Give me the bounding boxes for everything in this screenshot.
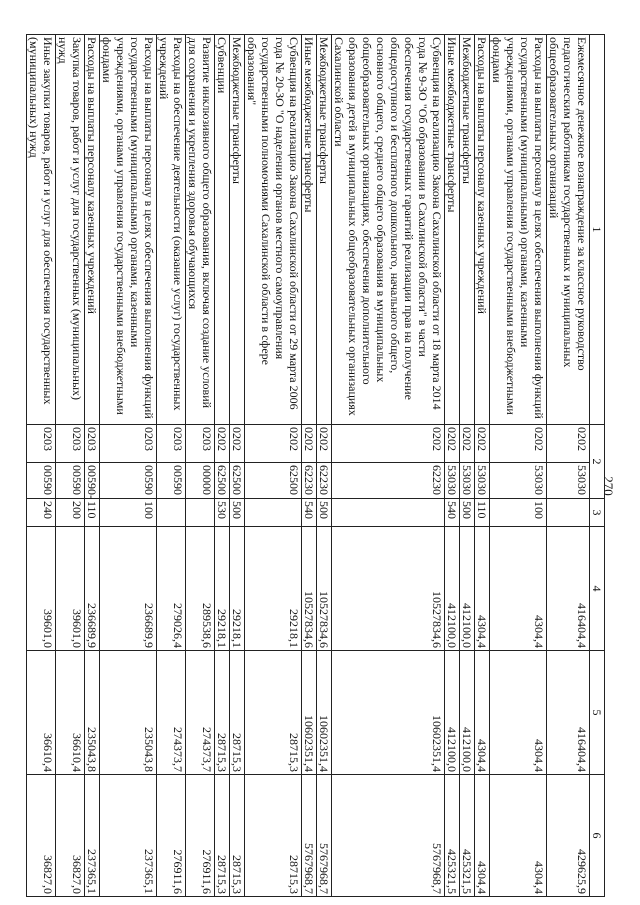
row-amount-col5: 10602351,4 (302, 651, 317, 775)
table-row (100, 35, 157, 897)
row-name: Закупка товаров, работ и услуг для государственных (муниципальных) нужд (56, 35, 85, 425)
row-amount-col5: 412100,0 (445, 651, 460, 775)
row-amount-col5: 274373,7 (186, 651, 215, 775)
table-row (332, 35, 445, 897)
row-amount-col6: 276911,6 (186, 775, 215, 897)
row-target-code: 62230 (317, 463, 332, 499)
row-name: Развитие инклюзивного общего образования, включая создание условий для сохранения и укрепления здоровья обучающихся (186, 35, 215, 425)
row-amount-col5: 36610,4 (56, 651, 85, 775)
row-amount-col4: 4304,4 (475, 527, 490, 651)
row-expense-type: 110 (85, 499, 100, 527)
row-expense-type (157, 499, 186, 527)
row-name: Ежемесячное денежное вознаграждение за классное руководство педагогическим работникам государственных и муниципальных общеобразовательных организаций (547, 35, 590, 425)
row-amount-col4: 412100,0 (445, 527, 460, 651)
row-name: Расходы на выплаты персоналу в целях обеспечения выполнения функций государственными (муниципальными) органами, казенными учреждениями, органами управления государственными внебюджетными фондами (100, 35, 157, 425)
budget-table-container (27, 34, 605, 896)
row-name: Расходы на обеспечение деятельности (оказание услуг) государственных учреждений (157, 35, 186, 425)
row-amount-col4: 29218,1 (245, 527, 302, 651)
table-row (27, 35, 56, 897)
row-name: Иные межбюджетные трансферты (302, 35, 317, 425)
row-amount-col5: 10602351,4 (332, 651, 445, 775)
row-target-code: 00590- (85, 463, 100, 499)
row-amount-col6: 28715,3 (230, 775, 245, 897)
row-target-code: 53030 (445, 463, 460, 499)
row-amount-col4: 39601,0 (27, 527, 56, 651)
row-amount-col4: 29218,1 (215, 527, 230, 651)
row-target-code: 62500 (245, 463, 302, 499)
row-section-code: 0202 (445, 425, 460, 463)
row-section-code: 0203 (100, 425, 157, 463)
table-row (56, 35, 85, 897)
row-expense-type: 540 (445, 499, 460, 527)
row-amount-col4: 412100,0 (460, 527, 475, 651)
header-col-6: 6 (590, 775, 605, 897)
table-row (186, 35, 215, 897)
row-expense-type: 500 (460, 499, 475, 527)
table-row (490, 35, 547, 897)
row-name: Расходы на выплаты персоналу казенных учреждений (475, 35, 490, 425)
row-amount-col6: 237365,1 (100, 775, 157, 897)
row-amount-col4: 279026,4 (157, 527, 186, 651)
budget-table-body (27, 35, 605, 897)
row-target-code: 62500 (215, 463, 230, 499)
row-name: Расходы на выплаты персоналу казенных учреждений (85, 35, 100, 425)
table-row (460, 35, 475, 897)
row-name: Межбюджетные трансферты (460, 35, 475, 425)
header-col-5: 5 (590, 651, 605, 775)
table-row (215, 35, 230, 897)
row-name: Иные закупки товаров, работ и услуг для обеспечения государственных (муниципальных) нужд (27, 35, 56, 425)
row-target-code: 62500 (230, 463, 245, 499)
header-col-3: 3 (590, 499, 605, 527)
row-section-code: 0202 (460, 425, 475, 463)
row-amount-col5: 235043,8 (100, 651, 157, 775)
row-amount-col5: 416404,4 (547, 651, 590, 775)
row-amount-col4: 4304,4 (490, 527, 547, 651)
row-amount-col6: 425321,5 (445, 775, 460, 897)
row-section-code: 0202 (230, 425, 245, 463)
row-name: Субвенция на реализацию Закона Сахалинской области от 29 марта 2006 года № 20-ЗО "О наделении органов местного самоуправления государственными полномочиями Сахалинской области в сфере образования" (245, 35, 302, 425)
table-row (157, 35, 186, 897)
page-number: 270 (601, 476, 616, 496)
row-target-code: 00000 (186, 463, 215, 499)
row-amount-col6: 5767968,7 (332, 775, 445, 897)
row-amount-col4: 10527834,6 (332, 527, 445, 651)
row-amount-col6: 36827,0 (56, 775, 85, 897)
row-section-code: 0202 (245, 425, 302, 463)
row-amount-col6: 28715,3 (215, 775, 230, 897)
row-amount-col6: 5767968,7 (317, 775, 332, 897)
row-expense-type: 100 (100, 499, 157, 527)
row-section-code: 0202 (317, 425, 332, 463)
header-col-2: 2 (590, 425, 605, 499)
row-section-code: 0202 (215, 425, 230, 463)
row-section-code: 0202 (547, 425, 590, 463)
row-amount-col4: 236689,9 (85, 527, 100, 651)
row-name: Субвенции (215, 35, 230, 425)
row-section-code: 0202 (490, 425, 547, 463)
row-amount-col4: 236689,9 (100, 527, 157, 651)
row-amount-col4: 10527834,6 (317, 527, 332, 651)
row-expense-type (332, 499, 445, 527)
row-section-code: 0202 (332, 425, 445, 463)
row-target-code: 00590 (100, 463, 157, 499)
row-target-code: 62230 (302, 463, 317, 499)
row-target-code: 62230 (332, 463, 445, 499)
row-section-code: 0203 (157, 425, 186, 463)
header-col-1: 1 (590, 35, 605, 425)
row-expense-type: 100 (490, 499, 547, 527)
row-name: Субвенция на реализацию Закона Сахалинской области от 18 марта 2014 года № 9-ЗО "Об образовании в Сахалинской области" в части обеспечения государственных гарантий реализации прав на получение общедоступного и бесплатного дошкольного, начального общего, основного общего, среднего общего образования в муниципальных общеобразовательных организациях, обеспечения дополнительного образования детей в муниципальных общеобразовательных организациях Сахалинской области (332, 35, 445, 425)
row-amount-col4: 289538,6 (186, 527, 215, 651)
header-col-4: 4 (590, 527, 605, 651)
row-section-code: 0203 (85, 425, 100, 463)
row-amount-col5: 412100,0 (460, 651, 475, 775)
row-target-code: 53030 (475, 463, 490, 499)
row-amount-col6: 276911,6 (157, 775, 186, 897)
table-row (245, 35, 302, 897)
row-expense-type (245, 499, 302, 527)
row-expense-type (547, 499, 590, 527)
row-amount-col5: 36610,4 (27, 651, 56, 775)
row-amount-col5: 28715,3 (215, 651, 230, 775)
row-amount-col5: 274373,7 (157, 651, 186, 775)
row-expense-type: 500 (230, 499, 245, 527)
row-name: Межбюджетные трансферты (317, 35, 332, 425)
row-amount-col5: 235043,8 (85, 651, 100, 775)
row-amount-col5: 10602351,4 (317, 651, 332, 775)
row-target-code: 53030 (460, 463, 475, 499)
row-section-code: 0202 (475, 425, 490, 463)
row-amount-col5: 4304,4 (490, 651, 547, 775)
row-amount-col6: 425321,5 (460, 775, 475, 897)
row-amount-col5: 4304,4 (475, 651, 490, 775)
row-amount-col6: 36827,0 (27, 775, 56, 897)
row-target-code: 00590 (56, 463, 85, 499)
table-row (230, 35, 245, 897)
budget-table-rotated (27, 34, 605, 896)
row-expense-type: 530 (215, 499, 230, 527)
row-amount-col4: 39601,0 (56, 527, 85, 651)
row-target-code: 00590 (157, 463, 186, 499)
table-row (445, 35, 460, 897)
row-amount-col6: 429625,9 (547, 775, 590, 897)
row-section-code: 0203 (27, 425, 56, 463)
row-target-code: 53030 (490, 463, 547, 499)
row-amount-col4: 10527834,6 (302, 527, 317, 651)
row-amount-col4: 416404,4 (547, 527, 590, 651)
table-row (302, 35, 317, 897)
row-amount-col6: 28715,3 (245, 775, 302, 897)
row-amount-col4: 29218,1 (230, 527, 245, 651)
row-expense-type (186, 499, 215, 527)
row-section-code: 0203 (56, 425, 85, 463)
row-section-code: 0203 (186, 425, 215, 463)
row-expense-type: 500 (317, 499, 332, 527)
row-amount-col5: 28715,3 (245, 651, 302, 775)
table-row (85, 35, 100, 897)
table-row (317, 35, 332, 897)
row-name: Межбюджетные трансферты (230, 35, 245, 425)
row-name: Иные межбюджетные трансферты (445, 35, 460, 425)
row-expense-type: 240 (27, 499, 56, 527)
row-expense-type: 540 (302, 499, 317, 527)
table-row (475, 35, 490, 897)
row-amount-col6: 4304,4 (490, 775, 547, 897)
budget-table (26, 34, 605, 897)
row-amount-col6: 4304,4 (475, 775, 490, 897)
row-target-code: 53030 (547, 463, 590, 499)
row-section-code: 0202 (302, 425, 317, 463)
row-expense-type: 200 (56, 499, 85, 527)
row-target-code: 00590 (27, 463, 56, 499)
row-amount-col6: 5767968,7 (302, 775, 317, 897)
table-row (547, 35, 590, 897)
row-amount-col5: 28715,3 (230, 651, 245, 775)
row-amount-col6: 237365,1 (85, 775, 100, 897)
header-row (590, 35, 605, 897)
row-expense-type: 110 (475, 499, 490, 527)
row-name: Расходы на выплаты персоналу в целях обеспечения выполнения функций государственными (муниципальными) органами, казенными учреждениями, органами управления государственными внебюджетными фондами (490, 35, 547, 425)
